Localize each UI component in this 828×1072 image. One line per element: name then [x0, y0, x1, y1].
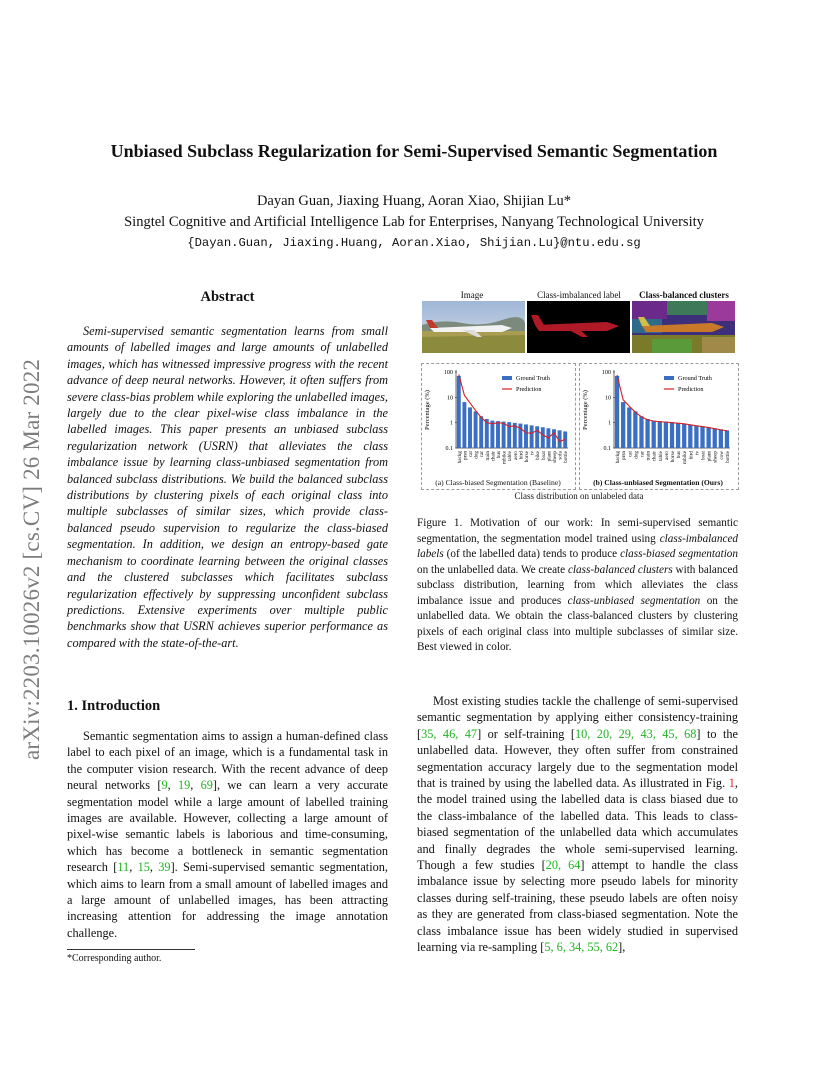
- x-tick-label: mbike: [501, 451, 508, 464]
- subfigure-a-label: (a) Class-biased Segmentation (Baseline): [435, 478, 561, 487]
- bar-ground-truth: [670, 422, 674, 448]
- citation-link[interactable]: 35, 46, 47: [421, 726, 478, 741]
- y-tick-label: 0.1: [445, 446, 453, 452]
- bar-ground-truth: [700, 426, 704, 448]
- legend-prediction-label: Prediction: [678, 386, 704, 393]
- figure-caption: Figure 1. Motivation of our work: In semi-supervised semantic segmentation, the segmentation model trained using class-imbalanced labels (of the labelled data) tends to produce class-biased segmentation on the unlabelled data. We create class-balanced clusters with balanced subclass distribution, learning from which alleviates the class imbalance issue and produces class-unbiased segmentation on the unlabelled data. We obtain the class-balanced clusters by clustering pixels of each original class into multiple subclasses of similar size. Best viewed in color.: [417, 517, 739, 653]
- figure-reference-link[interactable]: 1: [728, 776, 735, 791]
- citation-link[interactable]: 11: [117, 860, 130, 875]
- x-tick-label: plant: [706, 451, 713, 462]
- x-tick-label: sheep: [712, 451, 719, 463]
- footnote: *Corresponding author.: [67, 953, 162, 964]
- affiliation: Singtel Cognitive and Artificial Intelligence Lab for Enterprises, Nanyang Technological University: [124, 214, 704, 230]
- citation-link[interactable]: 5, 6, 34, 55, 62: [544, 940, 619, 955]
- introduction-paragraph: Semantic segmentation aims to assign a human-defined class label to each pixel of an image, which is a fundamental task in the computer vision research. With the recent advance of deep neural networks [9, 19, 69], we can learn a very accurate segmentation model while a large amount of labelled training images are available. However, collecting a large amount of pixel-wise semantic labels is laborious and time-consuming, which has become a bottleneck in semantic segmentation research [11, 15, 39]. Semi-supervised semantic segmentation, which aims to learn from a small amount of labelled images and a large amount of unlabelled images, has been attracting increasing attention for addressing the image annotation challenge.: [67, 729, 388, 940]
- x-tick-label: horse: [670, 451, 676, 463]
- bar-ground-truth: [694, 425, 698, 448]
- x-tick-label: bird: [518, 451, 525, 460]
- bar-ground-truth: [627, 407, 631, 448]
- bar-ground-truth: [479, 416, 483, 448]
- x-tick-label: plant: [546, 451, 553, 462]
- y-axis-label: Percentage (%): [582, 390, 589, 430]
- x-tick-label: sheep: [552, 451, 558, 463]
- bar-ground-truth: [541, 427, 545, 448]
- y-tick-label: 1: [608, 420, 611, 427]
- arxiv-stamp: arXiv:2203.10026v2 [cs.CV] 26 Mar 2022: [19, 358, 44, 760]
- x-tick-label: dog: [633, 451, 640, 459]
- citation-link[interactable]: 19: [177, 778, 191, 793]
- bar-ground-truth: [719, 429, 723, 448]
- x-tick-label: mbike: [682, 451, 689, 464]
- x-tick-label: bird: [688, 451, 695, 460]
- legend-prediction-label: Prediction: [516, 386, 542, 393]
- bar-ground-truth: [725, 430, 729, 448]
- bar-ground-truth: [615, 376, 619, 448]
- x-tick-label: car: [479, 451, 486, 458]
- x-tick-label: sofa: [557, 451, 564, 460]
- airplane-photo: [422, 301, 525, 353]
- introduction-heading: 1. Introduction: [67, 698, 161, 714]
- author-emails: {Dayan.Guan, Jiaxing.Huang, Aoran.Xiao, Shijian.Lu}@ntu.edu.sg: [187, 236, 641, 250]
- author-list: Dayan Guan, Jiaxing Huang, Aoran Xiao, Shijian Lu*: [256, 193, 572, 209]
- figure-label-imbalanced: Class-imbalanced label: [537, 290, 621, 300]
- x-tick-label: bottle: [563, 451, 570, 463]
- y-tick-label: 1: [450, 420, 453, 427]
- x-tick-label: train: [645, 451, 652, 461]
- bar-ground-truth: [688, 424, 692, 448]
- y-tick-label: 10: [605, 395, 611, 402]
- x-tick-label: prsn: [621, 451, 628, 460]
- bar-ground-truth: [524, 424, 528, 448]
- bar-ground-truth: [658, 421, 662, 448]
- bar-ground-truth: [706, 427, 710, 448]
- bar-ground-truth: [633, 411, 637, 448]
- x-tick-label: cat: [627, 451, 634, 458]
- body-paragraph-right: Most existing studies tackle the challenge of semi-supervised semantic segmentation by applying either consistency-training [35, 46, 47] or self-training [10, 20, 29, 43, 45, 68] to the unlabelled data. However, they often suffer from constrained segmentation accuracy largely due to the segmentation model that is trained by using the labelled data. As illustrated in Fig. 1, the model trained using the labelled data is class biased due to the class-imbalance of the labelled data. This leads to class-biased segmentation of the unlabelled data which accumulates and finally degrades the whole semi-supervised learning. Though a few studies [20, 64] attempt to handle the class imbalance issue by selecting more pseudo labels for minority classes during self-training, these pseudo labels are often noisy as they are generated from class-biased segmentation. Note the class imbalance issue has been widely studied in supervised learning via re-sampling [5, 6, 34, 55, 62],: [417, 694, 738, 955]
- y-tick-label: 0.1: [603, 446, 611, 452]
- x-tick-label: cow: [718, 451, 725, 460]
- bar-ground-truth: [676, 423, 680, 448]
- citation-link[interactable]: 10, 20, 29, 43, 45, 68: [574, 726, 697, 741]
- chart-baseline: [422, 364, 574, 476]
- x-tick-label: bus: [496, 451, 502, 459]
- bar-ground-truth: [664, 422, 668, 448]
- x-tick-label: dog: [473, 451, 480, 459]
- bar-ground-truth: [682, 424, 686, 448]
- chart-x-caption: Class distribution on unlabeled data: [514, 491, 644, 501]
- bar-ground-truth: [496, 421, 500, 448]
- bar-ground-truth: [713, 428, 717, 448]
- footnote-rule: [67, 949, 195, 950]
- x-tick-label: table: [507, 451, 514, 462]
- y-tick-label: 10: [447, 395, 453, 402]
- paper-title: Unbiased Subclass Regularization for Semi-Supervised Semantic Segmentation: [110, 141, 718, 161]
- x-tick-label: bottle: [724, 451, 731, 463]
- x-tick-label: backg: [615, 451, 622, 464]
- bar-ground-truth: [645, 419, 649, 448]
- x-tick-label: bike: [535, 451, 542, 460]
- bar-ground-truth: [474, 411, 478, 448]
- bar-ground-truth: [457, 376, 461, 448]
- legend-ground-truth-label: Ground Truth: [678, 375, 712, 382]
- x-tick-label: bus: [676, 451, 683, 459]
- legend-ground-truth-swatch: [502, 376, 512, 380]
- y-tick-label: 100: [444, 370, 453, 376]
- x-tick-label: boat: [700, 451, 707, 460]
- legend-ground-truth-label: Ground Truth: [516, 375, 550, 382]
- y-tick-label: 100: [602, 370, 611, 376]
- x-tick-label: chair: [490, 451, 497, 462]
- x-tick-label: cat: [468, 451, 474, 458]
- x-tick-label: car: [639, 451, 646, 458]
- x-tick-label: train: [484, 451, 491, 461]
- y-axis-label: Percentage (%): [424, 390, 431, 430]
- citation-link[interactable]: 69: [200, 778, 213, 793]
- bar-ground-truth: [639, 416, 643, 448]
- citation-link[interactable]: 39: [158, 860, 171, 875]
- bar-ground-truth: [490, 421, 494, 448]
- x-tick-label: table: [657, 451, 664, 462]
- figure-label-image: Image: [460, 290, 484, 300]
- class-balanced-clusters-image: [632, 301, 735, 353]
- chart-ours: [580, 364, 736, 476]
- x-tick-label: aero: [663, 451, 670, 460]
- bar-ground-truth: [652, 421, 656, 448]
- bar-ground-truth: [502, 422, 506, 448]
- x-tick-label: backg: [456, 451, 463, 464]
- bar-ground-truth: [621, 402, 625, 448]
- bar-ground-truth: [468, 407, 472, 448]
- x-tick-label: horse: [524, 451, 530, 463]
- citation-link[interactable]: 9: [161, 778, 168, 793]
- abstract-text: Semi-supervised semantic segmentation learns from small amounts of labelled images and large amounts of unlabelled images, which has witnessed impressive progress with the recent advance of deep neural networks. However, it often suffers from severe class-bias problem while exploring the unlabelled images, largely due to the clear pixel-wise class imbalance in the labelled images. This paper presents an unbiased subclass regularization network (USRN) that alleviates the class imbalance issue by learning class-unbiased segmentation from balanced subclass distributions. We build the balanced subclass distributions by clustering pixels of each original class into multiple subclasses of similar sizes, which provide class-balanced pseudo supervision to regularize the class-biased segmentation. In addition, we design an entropy-based gate mechanism to coordinate learning between the original classes and the clustered subclasses which facilitates subclass regularization effectively by suppressing unconfident subclass predictions. Extensive experiments over multiple public benchmarks show that USRN achieves superior performance as compared with the state-of-the-art.: [67, 324, 388, 650]
- bar-ground-truth: [462, 402, 466, 448]
- x-tick-label: tv: [529, 451, 536, 456]
- figure-label-balanced: Class-balanced clusters: [639, 290, 729, 300]
- legend-ground-truth-swatch: [664, 376, 674, 380]
- citation-link[interactable]: 15: [137, 860, 150, 875]
- subfigure-b-label: (b) Class-unbiased Segmentation (Ours): [593, 478, 723, 487]
- x-tick-label: prsn: [462, 451, 469, 460]
- bar-ground-truth: [535, 426, 539, 448]
- x-tick-label: chair: [651, 451, 658, 462]
- citation-link[interactable]: 20, 64: [545, 858, 581, 873]
- x-tick-label: aero: [512, 451, 519, 460]
- x-tick-label: boat: [540, 451, 547, 460]
- bar-ground-truth: [530, 425, 534, 448]
- class-imbalanced-label-image: [527, 301, 630, 353]
- abstract-heading: Abstract: [200, 289, 255, 305]
- x-tick-label: tv: [694, 451, 701, 456]
